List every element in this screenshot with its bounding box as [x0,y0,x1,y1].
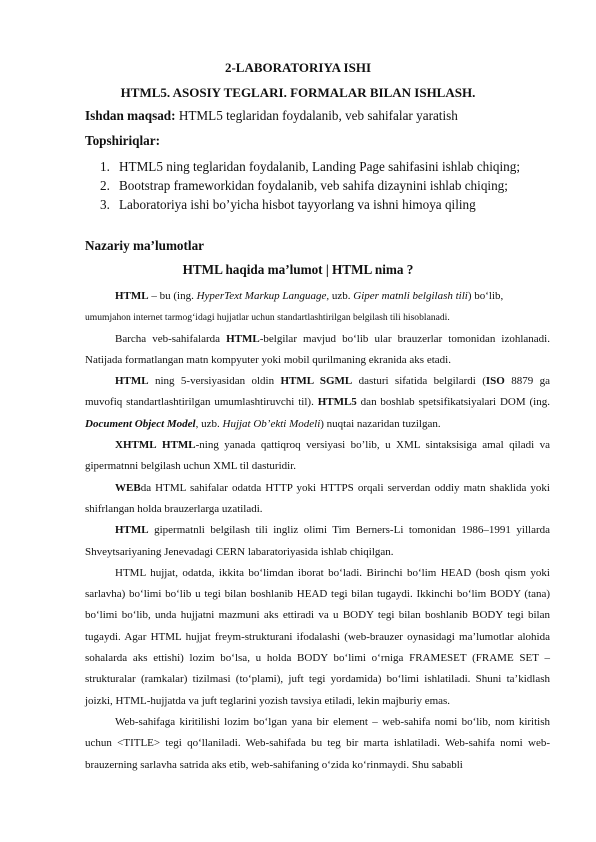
paragraph-xhtml [85,435,550,478]
paragraph-title-tag: Web-sahifaga kiritilishi lozim bo‘lgan yana bir element – web-sahifa nomi bo‘lib, nom kiritish uchun <TITLE> tegi qo‘llaniladi. Web-sahifada bu teg bir marta ishlatiladi. Web-sahifa nomi web-brauzerning sarlavha satrida aks etib, web-sahifaning o‘zida ko‘rinmaydi. Shu sababli [85,715,550,771]
text-span: – bu (ing. [148,290,194,302]
theory-subheading: HTML haqida ma’lumot | HTML nima ? [182,262,414,277]
task-text: HTML5 ning teglaridan foydalanib, Landing Page sahifasini ishlab chiqing; [119,159,521,174]
tasks-heading: Topshiriqlar: [85,133,160,148]
paragraph-history [85,520,550,563]
text-span: Barcha veb-sahifalarda [115,332,227,345]
task-text: Laboratoriya ishi bo’yicha hisbot tayyorlang va ishni himoya qiling [119,197,476,212]
text-span: gipermatnli belgilash tili ingliz olimi Tim Berners-Li tomonidan 1986–1991 yillarda Shveytsariyaning Jenevadagi CERN labaratoriyasida ishlab chiqilgan. [85,524,550,558]
text-span: ) nuqtai nazaridan tuzilgan. [320,417,441,430]
paragraph-html-definition [85,286,550,329]
paragraph-structure: HTML hujjat, odatda, ikkita bo‘limdan iborat bo‘ladi. Birinchi bo‘lim HEAD (bosh qism yoki sarlavha) bo‘limi bo‘lib u tegi bilan boshlanib HEAD tegi bilan tugaydi. Ikkinchi bo‘lim BODY (tana) bo‘limi bo‘lib, unda hujjatni mazmuni aks ettiradi va u BODY tegi bilan boshlanib BODY tegi bilan tugaydi. Agar HTML hujjat freym-strukturani ifodalashi (web-brauzer oynasidagi ma’lumotlar alohida sohalarda aks ettishi) lozim bo‘lsa, u holda BODY bo‘limi o‘rniga FRAMESET (FRAME SET – strukturalar (ramkalar) tizilmasi (to‘plami), juft tegi yordamida) bo‘limi ishlatiladi. Shuni ta’kidlash joizki, HTML-hujjatda va juft teglarini yozish tavsiya etiladi, lekin majburiy emas. [85,566,550,707]
text-span: 8879 ga muvofiq standartlashtirilgan umumlashtiruvchi til). [85,375,550,409]
term-html5: HTML5 [317,396,357,409]
lab-number-title: 2-LABORATORIYA ISHI [224,60,372,75]
term-html: HTML [115,524,149,537]
task-number: 3. [100,197,110,212]
term-xhtml: XHTML [115,439,157,452]
term-html: HTML [162,439,196,452]
term-web: WEB [115,481,141,494]
paragraph-web [85,478,550,521]
term-uzbek: Giper matnli belgilash tili [350,290,468,302]
theory-heading: Nazariy ma’lumotlar [85,238,205,253]
task-item [100,195,520,214]
text-span: -ning yanada qattiqroq versiyasi bo’lib, u XML sintaksisiga amal qiladi va gipermatnni belgilash uchun XML til dasturidir. [85,439,550,473]
goal-line [85,108,458,124]
paragraph-browsers [85,329,550,372]
task-number: 2. [100,178,110,193]
goal-label: Ishdan maqsad: [85,108,176,123]
term-english: HyperText Markup Language, [193,290,330,302]
task-number: 1. [100,159,110,174]
topic-title: HTML5. ASOSIY TEGLARI. FORMALAR BILAN ISHLASH. [120,85,476,100]
task-item [100,176,520,195]
text-span: da HTML sahifalar odatda HTTP yoki HTTPS orqali serverdan oddiy matn shaklida yoki shifrlangan holda brauzerlarga uzatiladi. [85,481,550,515]
text-span: ) bo‘lib, [467,290,504,302]
body-text [85,286,550,776]
task-text: Bootstrap frameworkidan foydalanib, veb sahifa dizaynini ishlab chiqing; [119,178,508,193]
text-span: dan boshlab spetsifikatsiyalari DOM (ing. [356,396,550,409]
term-html: HTML [115,290,149,302]
text-span: uzb. [329,290,351,302]
text-span: , uzb. [195,417,223,430]
text-span: -belgilar mavjud bo‘lib ular brauzerlar tomonidan izohlanadi. Natijada formatlangan matn kompyuter yoki mobil qurilmaning ekranida aks etadi. [85,332,550,366]
text-span: ning 5-versiyasidan oldin [148,375,281,388]
term-html-sgml: HTML SGML [280,375,353,388]
text-span: dasturi sifatida belgilardi ( [352,375,486,388]
term-html: HTML [226,332,260,345]
task-item [100,157,520,176]
tasks-list [100,157,520,214]
goal-text: HTML5 teglaridan foydalanib, veb sahifalar yaratish [175,108,458,123]
text-span-small: umumjahon internet tarmog‘idagi hujjatlar uchun standartlashtirilgan belgilash tili hisoblanadi. [85,312,450,324]
term-iso: ISO [485,375,505,388]
paragraph-html5-sgml [85,371,550,435]
term-html: HTML [115,375,149,388]
term-dom: Document Object Model [85,417,196,430]
term-dom-uzbek: Hujjat Ob’ekti Modeli [222,417,321,430]
